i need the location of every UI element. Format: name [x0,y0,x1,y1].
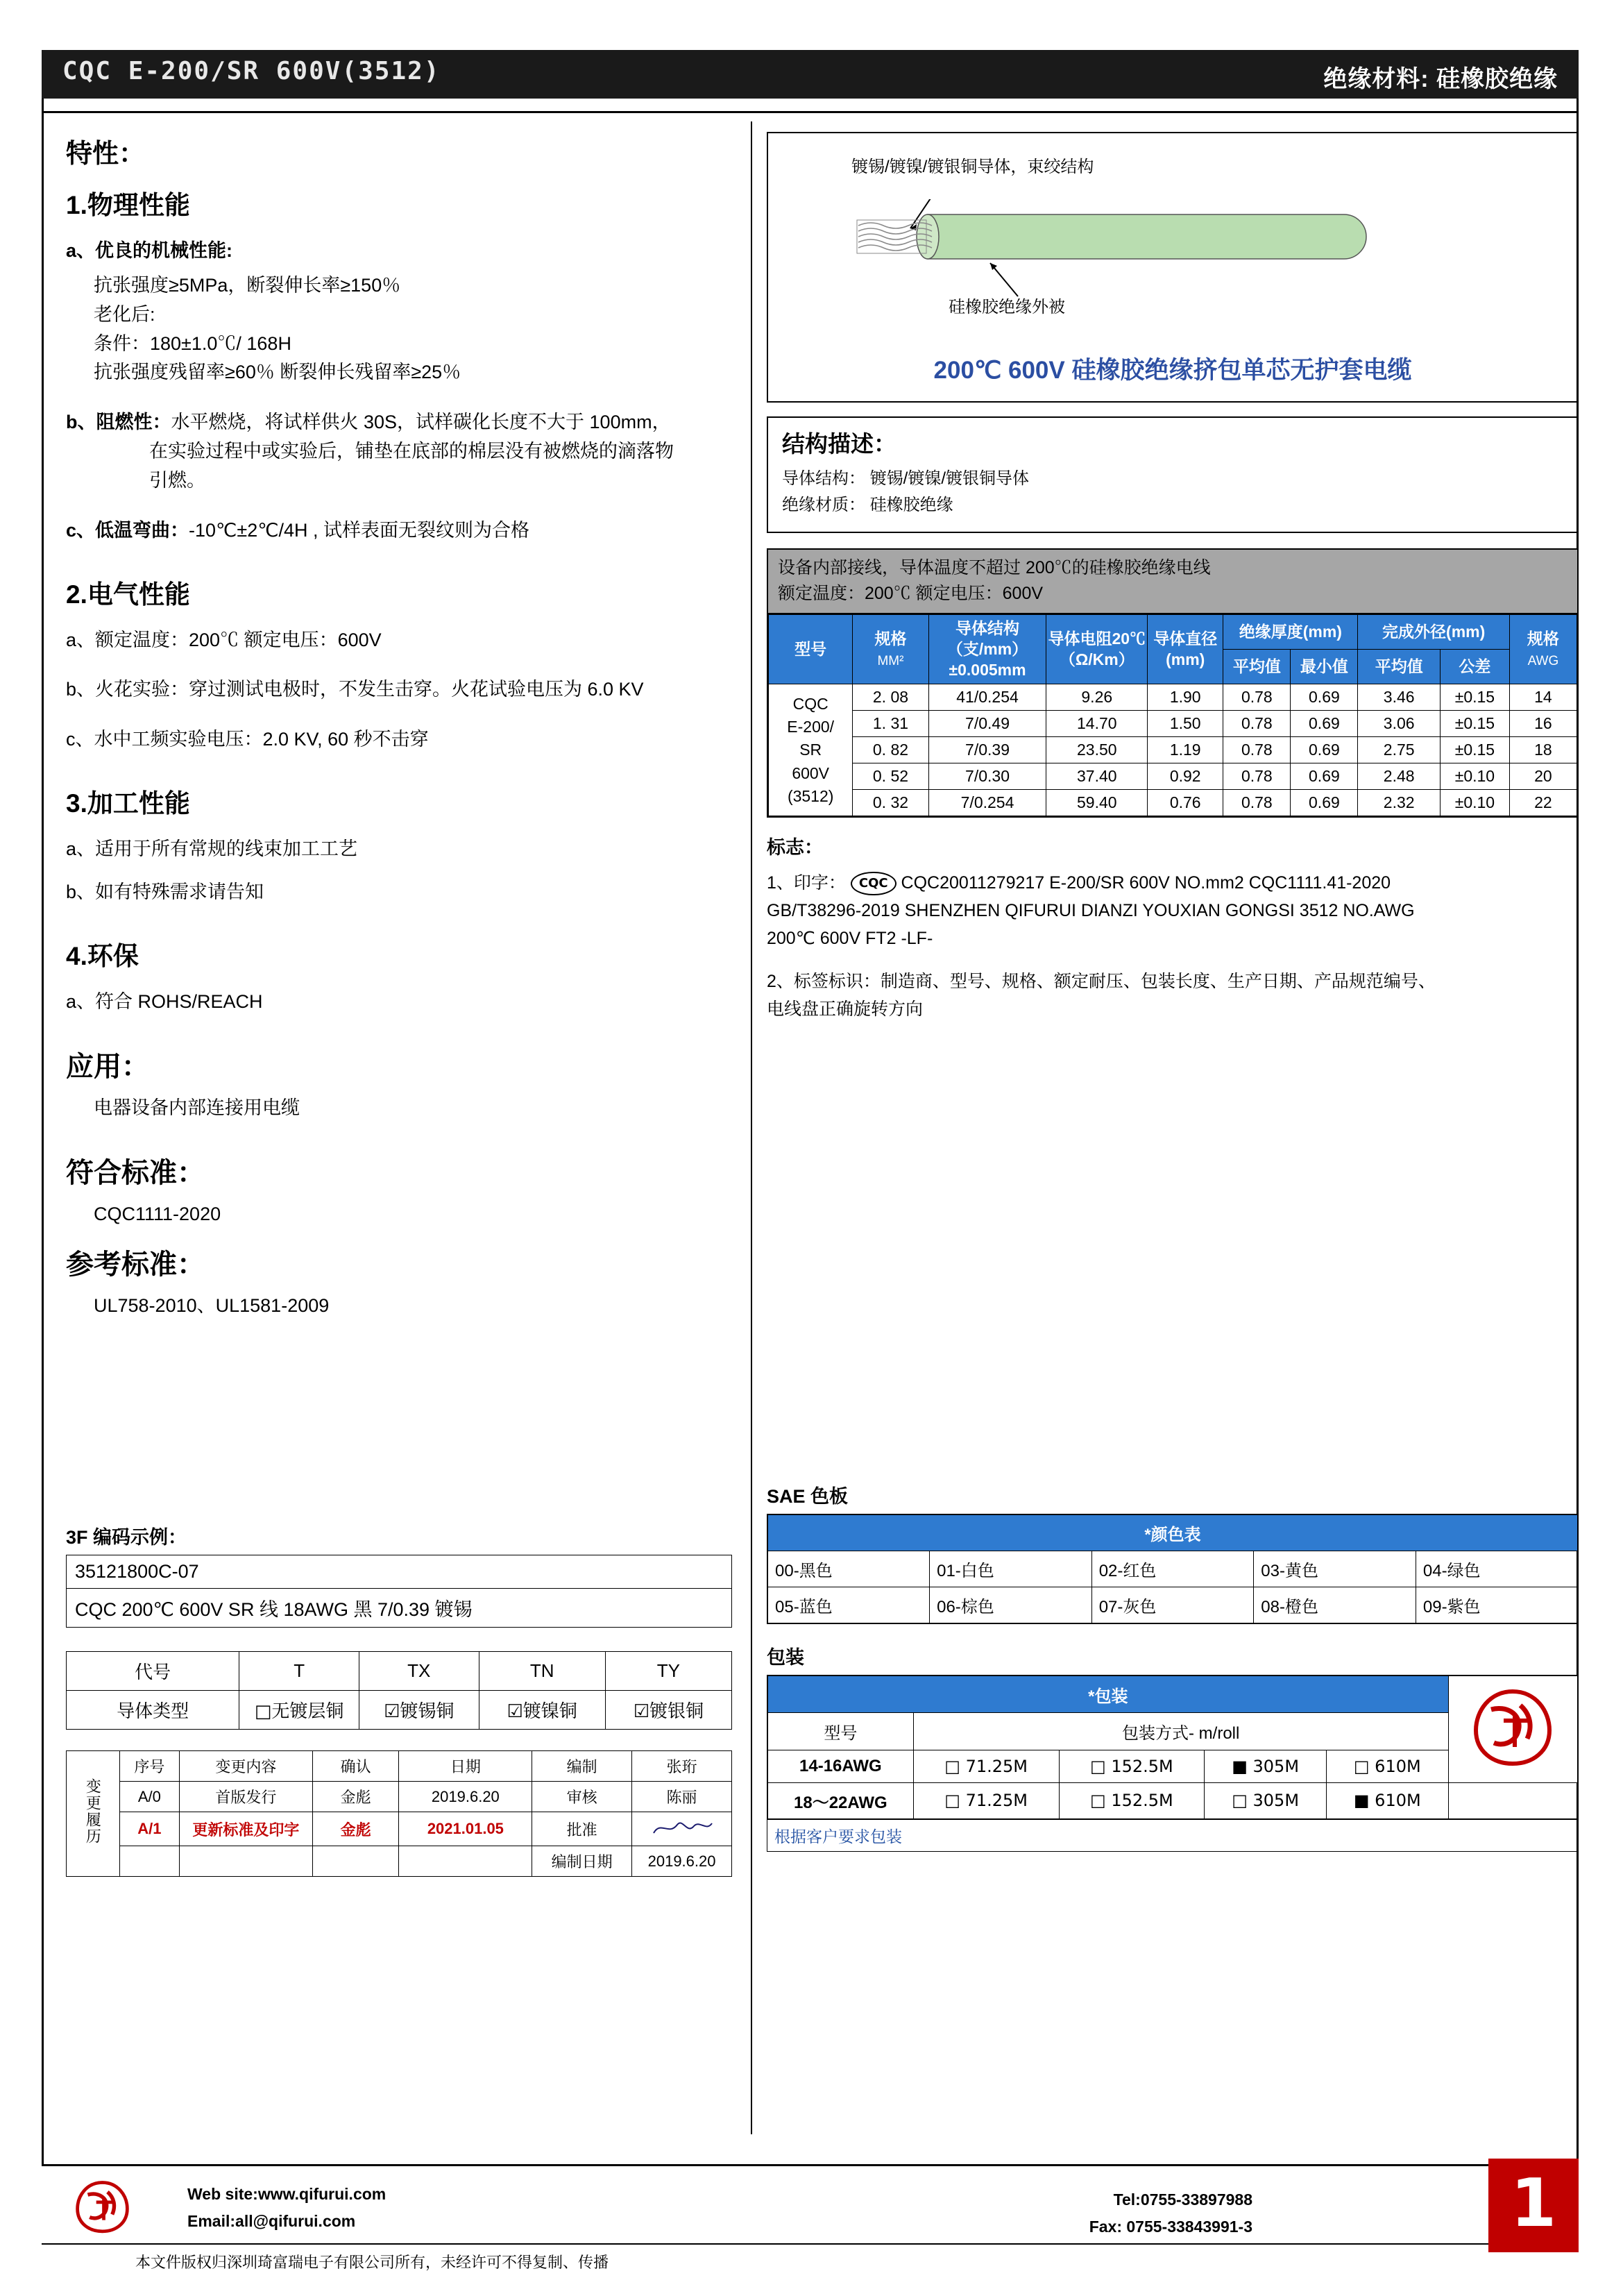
r1-ins-avg: 0.78 [1223,711,1291,737]
r2-od-avg: 2.75 [1358,737,1441,763]
sh-ins-avg: 平均值 [1223,650,1291,684]
table-row [67,1652,732,1691]
rev-r0-c3: 2019.6.20 [399,1782,532,1812]
r3-mm2: 0. 52 [853,763,928,790]
document-header [42,50,1579,99]
packing-row1-opt1[interactable]: □ 152.5M [1059,1782,1205,1819]
rev-r2-c0 [119,1846,179,1877]
rev-h-confirm: 确认 [312,1751,399,1782]
table-row [67,1691,732,1730]
footer-website[interactable]: Web site:www.qifurui.com [187,2185,386,2203]
r2-construction: 7/0.39 [928,737,1046,763]
standards-title: 符合标准： [66,1157,205,1188]
environment-a: a、符合 ROHS/REACH [66,990,263,1012]
r3-ins-avg: 0.78 [1223,763,1291,790]
table-row [67,1846,732,1877]
packing-col-model: 型号 [767,1713,913,1750]
packing-row1-opt2[interactable]: □ 305M [1205,1782,1327,1819]
marking-line4: 2、标签标识：制造商、型号、规格、额定耐压、包装长度、生产日期、产品规范编号、 [767,971,1436,991]
table-row [767,1675,1578,1713]
r4-construction: 7/0.254 [928,790,1046,816]
rev-r2-c5: 2019.6.20 [632,1846,732,1877]
physical-a-line4: 抗张强度残留率≥60％ 断裂伸长残留率≥25％ [94,362,461,383]
ct-h3: TN [479,1652,605,1691]
color-table-title: *颜色表 [767,1514,1578,1551]
section-environment-title: 4.环保 [66,941,139,970]
r0-awg: 14 [1509,684,1577,711]
frame-top-border [42,111,1579,113]
physical-b-line2: 在实验过程中或实验后，铺垫在底部的棉层没有被燃烧的滴落物 [149,441,674,462]
rev-r0-c1: 首版发行 [180,1782,313,1812]
coding-example-line2: CQC 200℃ 600V SR 线 18AWG 黑 7/0.39 镀锡 [75,1599,473,1621]
sh-resistance: 导体电阻20℃（Ω/Km） [1046,614,1148,684]
r0-resistance: 9.26 [1046,684,1148,711]
table-row [769,737,1577,763]
r4-ins-min: 0.69 [1291,790,1358,816]
r3-resistance: 37.40 [1046,763,1148,790]
packing-block [767,1675,1579,1852]
packing-row1-model: 18～22AWG [767,1782,913,1819]
table-row [769,684,1577,711]
company-logo [1448,1675,1578,1783]
cable-illustration-box [767,132,1579,403]
color-03: 03-黄色 [1254,1551,1416,1587]
processing-b: b、如有特殊需求请告知 [66,881,264,902]
packing-row0-opt2[interactable]: ■ 305M [1205,1750,1327,1783]
rev-r2-c1 [180,1846,313,1877]
sh-model: 型号 [769,614,853,684]
rev-r1-c1: 更新标准及印字 [180,1812,313,1846]
ct-checkbox-nickel[interactable]: ☑镀镍铜 [479,1691,605,1730]
marking-line1: 1、印字： CQC CQC20011279217 E-200/SR 600V NO.mm2 CQC1111.41-2020 [767,869,1579,897]
color-09: 09-紫色 [1416,1587,1578,1623]
characteristics-title: 特性： [66,140,146,169]
electrical-a: a、额定温度：200℃ 额定电压：600V [66,629,382,650]
r0-ins-avg: 0.78 [1223,684,1291,711]
rev-r1-signature [632,1812,732,1846]
footer-divider-bottom [42,2243,1579,2245]
r1-cond-dia: 1.50 [1148,711,1223,737]
table-row [67,1751,732,1782]
cable-title: 200℃ 600V 硅橡胶绝缘挤包单芯无护套电缆 [933,357,1412,384]
r3-od-avg: 2.48 [1358,763,1441,790]
ct-checkbox-silver[interactable]: ☑镀银铜 [605,1691,731,1730]
r1-awg: 16 [1509,711,1577,737]
revision-side-label: 变更履历 [67,1751,120,1877]
footer-logo [66,2176,139,2240]
footer [42,2172,1579,2242]
coding-example-line1: 35121800C-07 [67,1555,731,1589]
ct-h4: TY [605,1652,731,1691]
cqc-logo-icon: CQC [851,872,897,896]
standards-line1: CQC1111-2020 [94,1203,221,1224]
rev-h-name: 张珩 [632,1751,732,1782]
color-01: 01-白色 [930,1551,1092,1587]
sae-color-board-title: SAE 色板 [767,1485,849,1507]
r0-mm2: 2. 08 [853,684,928,711]
structure-row1: 导体结构： 镀锡/镀镍/镀银铜导体 [782,469,1030,488]
packing-note: 根据客户要求包装 [767,1820,1579,1852]
r1-od-tol: ±0.15 [1440,711,1509,737]
footer-email[interactable]: Email:all@qifurui.com [187,2212,356,2231]
r2-resistance: 23.50 [1046,737,1148,763]
footer-fax: Fax: 0755-33843991-3 [1089,2218,1252,2236]
right-column [767,132,1579,1852]
rev-h-prepare: 编制 [532,1751,632,1782]
coding-example-title: 3F 编码示例： [66,1527,187,1548]
electrical-b: b、火花实验：穿过测试电极时，不发生击穿。火花试验电压为 6.0 KV [66,679,644,700]
r4-mm2: 0. 32 [853,790,928,816]
footer-divider-top [42,2164,1579,2166]
footer-tel: Tel:0755-33897988 [1113,2191,1252,2209]
spec-head-line2: 额定温度：200℃ 额定电压：600V [778,584,1044,604]
color-08: 08-橙色 [1254,1587,1416,1623]
packing-table-title: *包装 [767,1675,1448,1713]
sh-insulation: 绝缘厚度(mm) [1223,614,1358,649]
footer-contact-web [187,2181,386,2235]
spec-table [768,614,1577,817]
reference-standards-title: 参考标准： [66,1249,205,1281]
electrical-c: c、水中工频实验电压：2.0 KV, 60 秒不击穿 [66,729,429,750]
marking-title: 标志： [767,837,823,859]
table-row [767,1551,1578,1587]
header-material: 绝缘材料: 硅橡胶绝缘 [1323,66,1558,92]
reference-standards-line1: UL758-2010、UL1581-2009 [94,1295,330,1317]
signature-icon [651,1816,713,1837]
r4-cond-dia: 0.76 [1148,790,1223,816]
spec-table-wrapper [767,548,1579,818]
ct-checkbox-tinned[interactable]: ☑镀锡铜 [359,1691,479,1730]
r4-resistance: 59.40 [1046,790,1148,816]
ct-row-label: 导体类型 [67,1691,239,1730]
sh-awg: 规格 AWG [1509,614,1577,684]
packing-table [767,1675,1579,1820]
sh-od-tol: 公差 [1440,650,1509,684]
table-row [67,1812,732,1846]
r1-ins-min: 0.69 [1291,711,1358,737]
r2-ins-min: 0.69 [1291,737,1358,763]
structure-row2: 绝缘材质： 硅橡胶绝缘 [782,496,953,515]
sh-od-avg: 平均值 [1358,650,1441,684]
rev-r1-c2: 金彪 [312,1812,399,1846]
r3-awg: 20 [1509,763,1577,790]
cable-insulation-label: 硅橡胶绝缘外被 [949,298,1065,316]
footer-contact-phone [1089,2186,1252,2240]
rev-r2-c2 [312,1846,399,1877]
spec-head-line1: 设备内部接线，导体温度不超过 200℃的硅橡胶绝缘电线 [778,557,1211,577]
spec-table-header [768,550,1577,614]
r4-awg: 22 [1509,790,1577,816]
packing-title: 包装 [767,1646,804,1668]
sh-mm2: 规格 MM² [853,614,928,684]
r0-cond-dia: 1.90 [1148,684,1223,711]
color-07: 07-灰色 [1091,1587,1254,1623]
r3-ins-min: 0.69 [1291,763,1358,790]
page-number-badge: 1 [1488,2159,1579,2252]
r1-mm2: 1. 31 [853,711,928,737]
rev-h-date: 日期 [399,1751,532,1782]
r1-od-avg: 3.06 [1358,711,1441,737]
color-table [767,1514,1579,1624]
sh-cond-dia: 导体直径(mm) [1148,614,1223,684]
r3-construction: 7/0.30 [928,763,1046,790]
physical-c-label: c、低温弯曲： [66,519,189,541]
rev-r2-c4: 编制日期 [532,1846,632,1877]
qifurui-logo-icon [1461,1682,1565,1772]
r1-resistance: 14.70 [1046,711,1148,737]
structure-title: 结构描述： [782,431,897,457]
rev-h-no: 序号 [119,1751,179,1782]
color-06: 06-棕色 [930,1587,1092,1623]
r1-construction: 7/0.49 [928,711,1046,737]
rev-r0-c0: A/0 [119,1782,179,1812]
header-product-code: CQC E-200/SR 600V(3512) [62,57,441,85]
rev-r1-c4: 批准 [532,1812,632,1846]
rev-r0-c4: 审核 [532,1782,632,1812]
cable-conductor-label: 镀锡/镀镍/镀银铜导体，束绞结构 [851,158,1094,176]
physical-b-label: b、阻燃性： [66,412,171,433]
r0-od-avg: 3.46 [1358,684,1441,711]
physical-a-line3: 条件：180±1.0℃/ 168H [94,332,291,354]
r3-od-tol: ±0.10 [1440,763,1509,790]
conductor-type-table [66,1651,732,1730]
physical-a-line2: 老化后: [94,303,155,325]
physical-a-label: a、优良的机械性能: [66,240,233,261]
ct-h0: 代号 [67,1652,239,1691]
table-row [767,1782,1578,1819]
table-row [769,790,1577,816]
table-row [767,1587,1578,1623]
application-title: 应用： [66,1051,149,1082]
rev-r1-c0: A/1 [119,1812,179,1846]
table-row [769,763,1577,790]
r4-od-tol: ±0.10 [1440,790,1509,816]
marking-line3: 200℃ 600V FT2 -LF- [767,928,933,948]
r0-od-tol: ±0.15 [1440,684,1509,711]
application-line1: 电器设备内部连接用电缆 [94,1097,300,1118]
packing-row0-opt0[interactable]: □ 71.25M [913,1750,1059,1783]
color-05: 05-蓝色 [767,1587,930,1623]
packing-row1-opt0[interactable]: □ 71.25M [913,1782,1059,1819]
r2-cond-dia: 1.19 [1148,737,1223,763]
section-electrical-title: 2.电气性能 [66,580,190,609]
sh-od: 完成外径(mm) [1358,614,1509,649]
r4-ins-avg: 0.78 [1223,790,1291,816]
marking-line5: 电线盘正确旋转方向 [767,999,924,1019]
table-row [67,1782,732,1812]
physical-b-line1: 水平燃烧，将试样供火 30S，试样碳化长度不大于 100mm， [171,412,671,433]
r0-ins-min: 0.69 [1291,684,1358,711]
r0-construction: 41/0.254 [928,684,1046,711]
color-04: 04-绿色 [1416,1551,1578,1587]
physical-b-row [66,408,732,437]
column-separator [751,121,752,2134]
rev-h-content: 变更内容 [180,1751,313,1782]
rev-r2-c3 [399,1846,532,1877]
physical-a-line1: 抗张强度≥5MPa，断裂伸长率≥150％ [94,274,401,296]
left-column [66,132,732,1877]
footer-copyright: 本文件版权归深圳琦富瑞电子有限公司所有，未经许可不得复制、传播 [135,2254,609,2271]
cable-diagram [844,199,1511,307]
marking-line2: GB/T38296-2019 SHENZHEN QIFURUI DIANZI YOUXIAN GONGSI 3512 NO.AWG [767,900,1415,920]
rev-r0-c2: 金彪 [312,1782,399,1812]
rev-r1-c3: 2021.01.05 [399,1812,532,1846]
r2-od-tol: ±0.15 [1440,737,1509,763]
packing-row1-opt3[interactable]: ■ 610M [1326,1782,1448,1819]
packing-logo-spacer [1448,1782,1578,1819]
qifurui-logo-icon [66,2176,139,2237]
physical-b-line3: 引燃。 [149,469,205,491]
marking-section [767,833,1579,1022]
r3-cond-dia: 0.92 [1148,763,1223,790]
ct-h1: T [239,1652,359,1691]
structure-description-box [767,416,1579,533]
coding-example-box [66,1555,732,1628]
r2-awg: 18 [1509,737,1577,763]
color-02: 02-红色 [1091,1551,1254,1587]
packing-row0-opt1[interactable]: □ 152.5M [1059,1750,1205,1783]
ct-h2: TX [359,1652,479,1691]
physical-c-row [66,516,732,546]
table-row [767,1514,1578,1551]
table-row [769,711,1577,737]
section-processing-title: 3.加工性能 [66,789,190,818]
table-row [769,614,1577,649]
r2-ins-avg: 0.78 [1223,737,1291,763]
revision-history-table [66,1750,732,1877]
r2-mm2: 0. 82 [853,737,928,763]
r4-od-avg: 2.32 [1358,790,1441,816]
frame-left-border [42,50,44,2164]
spec-model-cell: CQC E-200/ SR 600V (3512) [769,684,853,816]
processing-a: a、适用于所有常规的线束加工工艺 [66,838,358,860]
packing-row0-model: 14-16AWG [767,1750,913,1783]
sh-construction: 导体结构（支/mm）±0.005mm [928,614,1046,684]
section-physical-title: 1.物理性能 [66,191,190,219]
ct-checkbox-bare[interactable]: □无镀层铜 [239,1691,359,1730]
packing-col-method: 包装方式- m/roll [913,1713,1448,1750]
physical-c-line1: -10℃±2℃/4H , 试样表面无裂纹则为合格 [189,519,530,541]
sh-ins-min: 最小值 [1291,650,1358,684]
color-00: 00-黑色 [767,1551,930,1587]
packing-row0-opt3[interactable]: □ 610M [1326,1750,1448,1783]
rev-r0-c5: 陈丽 [632,1782,732,1812]
